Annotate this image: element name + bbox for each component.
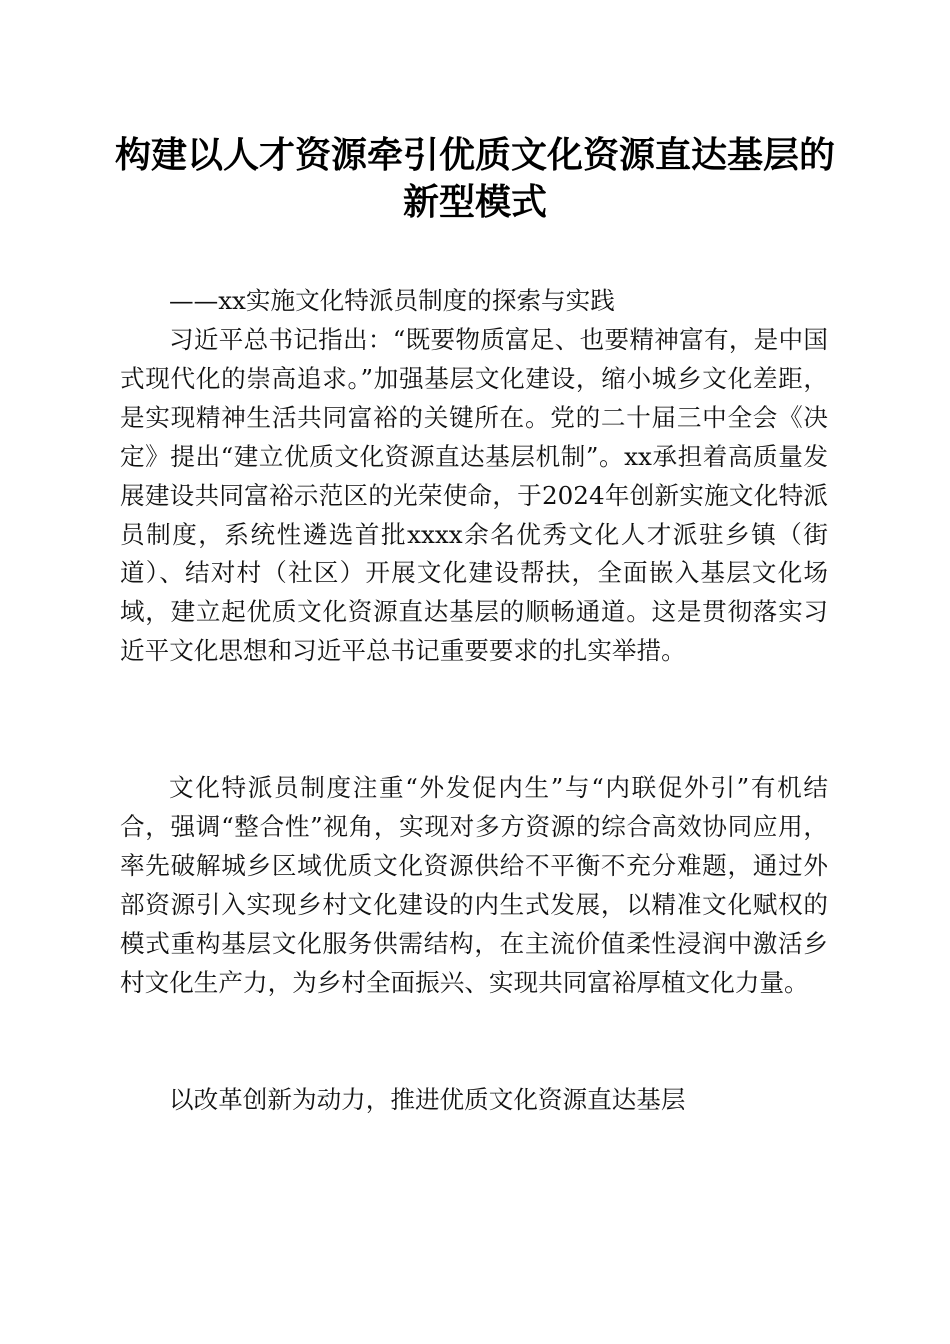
body-paragraph-2: 文化特派员制度注重“外发促内生”与“内联促外引”有机结合，强调“整合性”视角，实现对多方资源的综合高效协同应用，率先破解城乡区域优质文化资源供给不平衡不充分难题，通过外部资源引入实现乡村文化建设的内生式发展，以精准文化赋权的模式重构基层文化服务供需结构，在主流价值柔性浸润中激活乡村文化生产力，为乡村全面振兴、实现共同富裕厚植文化力量。 [120,773,828,997]
section-heading: 以改革创新为动力，推进优质文化资源直达基层 [169,1085,686,1114]
document-title: 构建以人才资源牵引优质文化资源直达基层的新型模式 [114,134,835,223]
document-subtitle: ——xx实施文化特派员制度的探索与实践 [169,286,615,315]
body-paragraph-1: 习近平总书记指出：“既要物质富足、也要精神富有，是中国式现代化的崇高追求。”加强基层文化建设，缩小城乡文化差距，是实现精神生活共同富裕的关键所在。党的二十届三中全会《决定》提出“建立优质文化资源直达基层机制”。xx承担着高质量发展建设共同富裕示范区的光荣使命，于2024年创新实施文化特派员制度，系统性遴选首批xxxx余名优秀文化人才派驻乡镇（街道）、结对村（社区）开展文化建设帮扶，全面嵌入基层文化场域，建立起优质文化资源直达基层的顺畅通道。这是贯彻落实习近平文化思想和习近平总书记重要要求的扎实举措。 [120,325,828,666]
